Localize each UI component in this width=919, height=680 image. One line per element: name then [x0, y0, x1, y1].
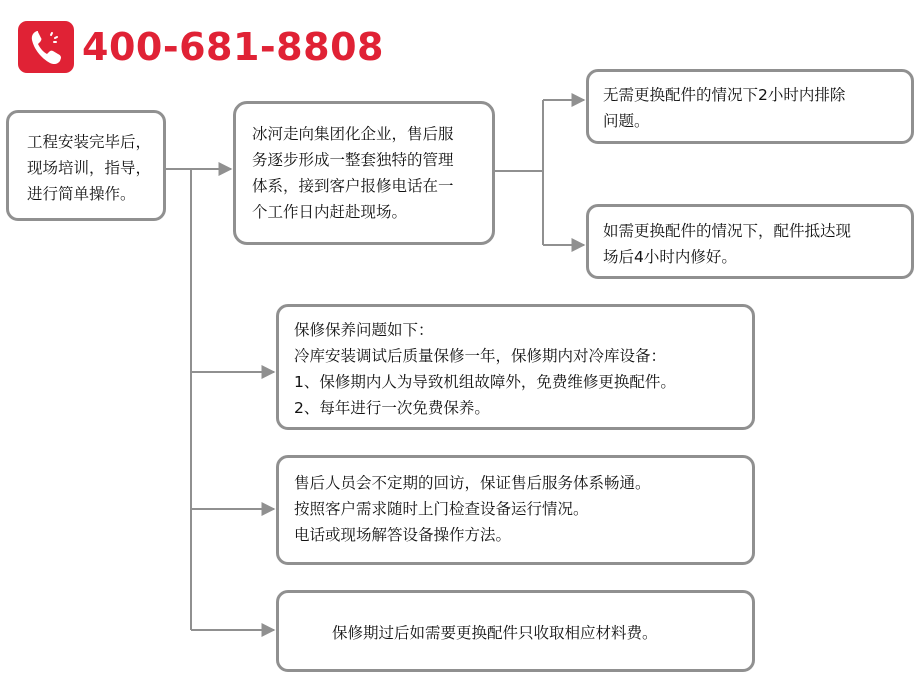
- box-follow-up-visits: 售后人员会不定期的回访，保证售后服务体系畅通。 按照客户需求随时上门检查设备运行情况。 电话或现场解答设备操作方法。: [276, 455, 755, 565]
- box-replacement-4h: 如需更换配件的情况下，配件抵达现 场后4小时内修好。: [586, 204, 914, 279]
- box-after-warranty-fees: 保修期过后如需要更换配件只收取相应材料费。: [276, 590, 755, 672]
- box-no-replacement-2h: 无需更换配件的情况下2小时内排除 问题。: [586, 69, 914, 144]
- box-installation-training: 工程安装完毕后， 现场培训，指导， 进行简单操作。: [6, 110, 166, 221]
- hotline-number: 400-681-8808: [82, 25, 384, 69]
- phone-icon: [18, 21, 74, 73]
- box-group-service-system: 冰河走向集团化企业，售后服 务逐步形成一整套独特的管理 体系，接到客户报修电话在一 个工作日内赶赴现场。: [233, 101, 495, 245]
- box-warranty-terms: 保修保养问题如下： 冷库安装调试后质量保修一年，保修期内对冷库设备： 1、保修期内人为导致机组故障外，免费维修更换配件。 2、每年进行一次免费保养。: [276, 304, 755, 430]
